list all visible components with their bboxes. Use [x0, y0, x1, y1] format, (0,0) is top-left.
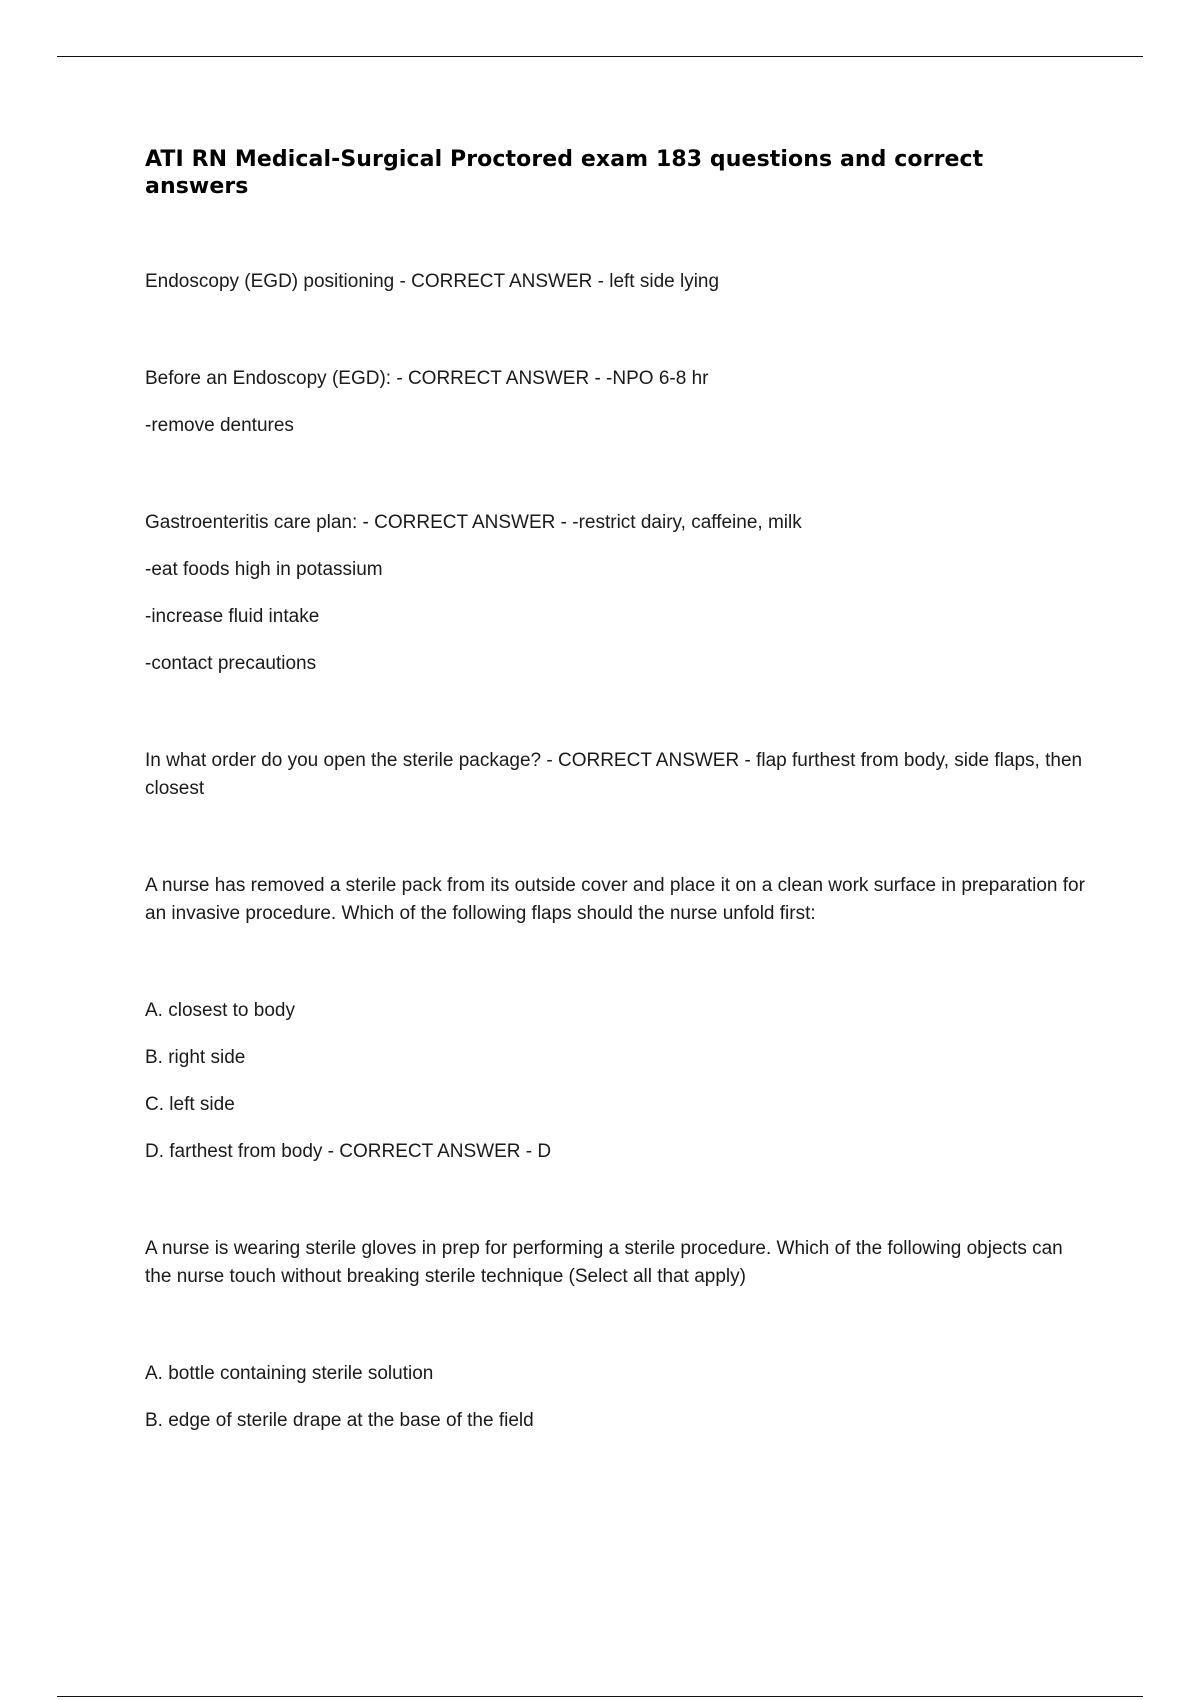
document-title: ATI RN Medical-Surgical Proctored exam 183 questions and correct answers	[145, 147, 984, 199]
document-body	[145, 146, 1091, 1454]
answer-options-sterile-gloves	[145, 1360, 1085, 1435]
question-text: A nurse is wearing sterile gloves in prep for performing a sterile procedure. Which of the following objects can the nurse touch without breaking sterile technique (Select all that apply)	[145, 1238, 1069, 1287]
qa-line: Gastroenteritis care plan: - CORRECT ANSWER - -restrict dairy, caffeine, milk	[145, 512, 802, 533]
qa-line: In what order do you open the sterile package? - CORRECT ANSWER - flap furthest from body, side flaps, then closest	[145, 750, 1088, 799]
answer-option: B. right side	[145, 1047, 246, 1068]
qa-block-sterile-package-order	[145, 747, 1088, 803]
answer-option: C. left side	[145, 1094, 235, 1115]
answer-option: D. farthest from body - CORRECT ANSWER - D	[145, 1141, 552, 1162]
qa-line: -remove dentures	[145, 415, 294, 436]
header-rule	[57, 56, 1143, 57]
question-block-sterile-gloves	[145, 1235, 1085, 1291]
answer-option: B. edge of sterile drape at the base of the field	[145, 1410, 534, 1431]
answer-option: A. bottle containing sterile solution	[145, 1363, 434, 1384]
qa-block-endoscopy-positioning	[145, 268, 1085, 296]
qa-line: -eat foods high in potassium	[145, 559, 383, 580]
qa-line: Endoscopy (EGD) positioning - CORRECT ANSWER - left side lying	[145, 271, 720, 292]
qa-line: Before an Endoscopy (EGD): - CORRECT ANSWER - -NPO 6-8 hr	[145, 368, 709, 389]
qa-block-before-endoscopy	[145, 365, 1085, 440]
answer-options-sterile-pack	[145, 997, 1085, 1166]
qa-line: -increase fluid intake	[145, 606, 320, 627]
question-text: A nurse has removed a sterile pack from its outside cover and place it on a clean work surface in preparation for an invasive procedure. Which of the following flaps should the nurse unfold first:	[145, 875, 1091, 924]
question-block-sterile-pack	[145, 872, 1091, 928]
qa-block-gastroenteritis	[145, 509, 1085, 678]
footer-rule	[57, 1696, 1143, 1697]
qa-line: -contact precautions	[145, 653, 317, 674]
answer-option: A. closest to body	[145, 1000, 295, 1021]
